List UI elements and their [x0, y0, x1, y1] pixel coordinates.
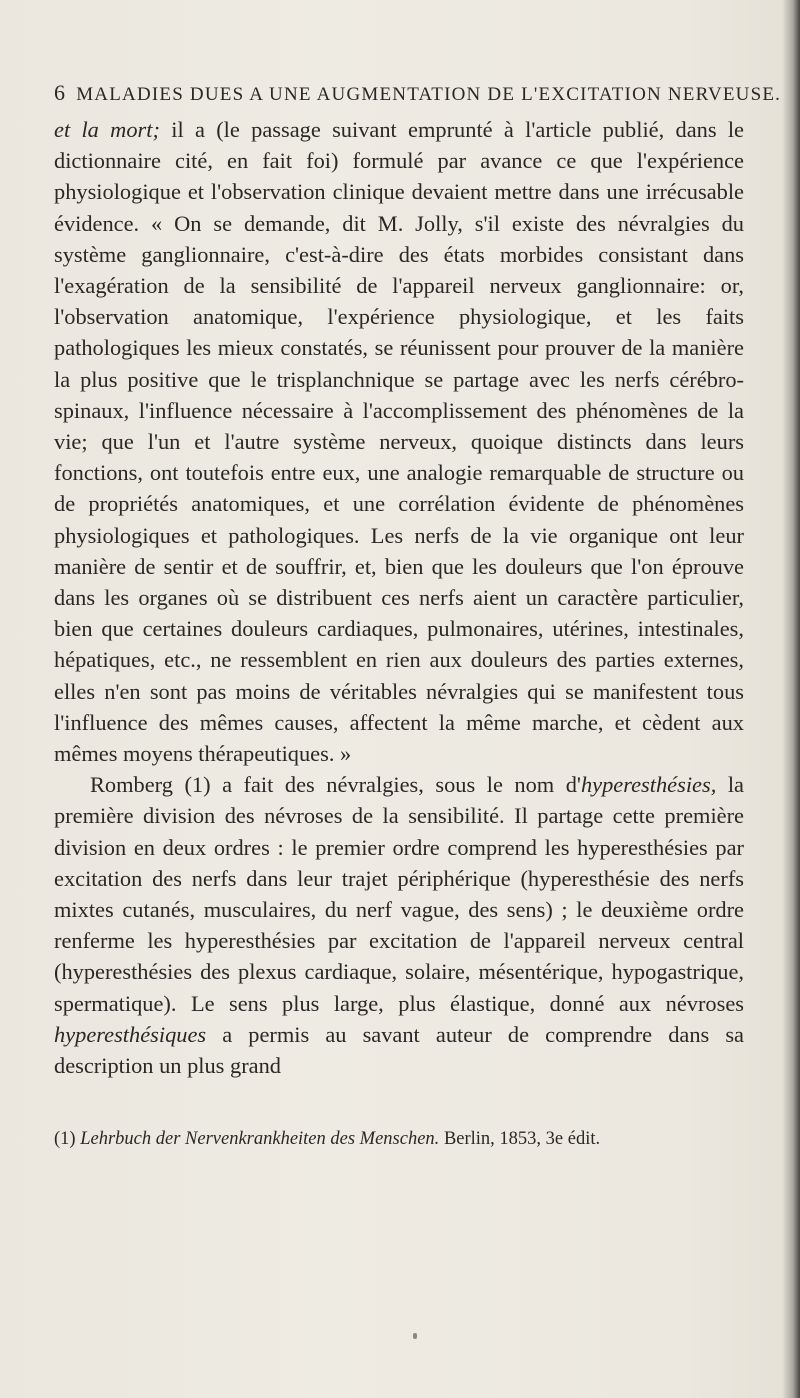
paragraph-2: [54, 769, 744, 1081]
footnote-title: Lehrbuch der Nervenkrankheiten des Menschen.: [80, 1129, 440, 1149]
page-header: [54, 80, 782, 106]
footnote: [54, 1127, 744, 1151]
paragraph-1: [54, 114, 744, 769]
page-number: 6: [54, 80, 67, 105]
paragraph-2-text-c: a permis au savant auteur de comprendre dans sa description un plus grand: [54, 1021, 744, 1079]
paragraph-2-italic-b: hyperesthésiques: [54, 1021, 207, 1047]
body-text: [54, 114, 744, 1081]
running-title: MALADIES DUES A UNE AUGMENTATION DE L'EXCITATION NERVEUSE.: [76, 84, 782, 105]
footnote-citation: Berlin, 1853, 3e édit.: [439, 1129, 601, 1149]
paragraph-1-text: il a (le passage suivant emprunté à l'article publié, dans le dictionnaire cité, en fait foi) formulé par avance ce que l'expérience physiologique et l'observation clinique devaient mettre dans une irrécusable évidence. « On se demande, dit M. Jolly, s'il existe des névralgies du système ganglionnaire, c'est-à-dire des états morbides consistant dans l'exagération de la sensibilité de l'appareil nerveux ganglionnaire: or, l'observation anatomique, l'expérience physiologique, et les faits pathologiques les mieux constatés, se réunissent pour prouver de la manière la plus positive que le trisplanchnique se partage avec les nerfs cérébro-spinaux, l'influence nécessaire à l'accomplissement des phénomènes de la vie; que l'un et l'autre système nerveux, quoique distincts dans leurs fonctions, ont toutefois entre eux, une analogie remarquable de structure ou de propriétés anatomiques, et une corrélation évidente de phénomènes physiologiques et pathologiques. Les nerfs de la vie organique ont leur manière de sentir et de souffrir, et, bien que les douleurs que l'on éprouve dans les organes où se distribuent ces nerfs aient un caractère particulier, bien que certaines douleurs cardiaques, pulmonaires, utérines, intestinales, hépatiques, etc., ne ressemblent en rien aux douleurs des parties externes, elles n'en sont pas moins de véritables névralgies qui se manifestent tous l'influence des mêmes causes, affectent la même marche, et cèdent aux mêmes moyens thérapeutiques. »: [54, 117, 744, 767]
page-edge-shadow: [782, 0, 800, 1398]
paragraph-2-text-a: Romberg (1) a fait des névralgies, sous le nom d': [90, 772, 581, 798]
paragraph-1-lead: et la mort;: [54, 117, 160, 142]
ink-speck: [413, 1333, 417, 1339]
footnote-marker: (1): [54, 1129, 81, 1149]
paragraph-2-italic-a: hyperesthésies,: [580, 772, 717, 798]
paragraph-2-text-b: la première division des névroses de la sensibilité. Il partage cette première division en deux ordres : le premier ordre comprend les hyperesthésies par excitation des nerfs dans leur trajet périphérique (hyperesthésie des nerfs mixtes cutanés, musculaires, du nerf vague, des sens) ; le deuxième ordre renferme les hyperesthésies par excitation de l'appareil nerveux central (hyperesthésies des plexus cardiaque, solaire, mésentérique, hypogastrique, spermatique). Le sens plus large, plus élastique, donné aux névroses: [54, 772, 744, 1016]
